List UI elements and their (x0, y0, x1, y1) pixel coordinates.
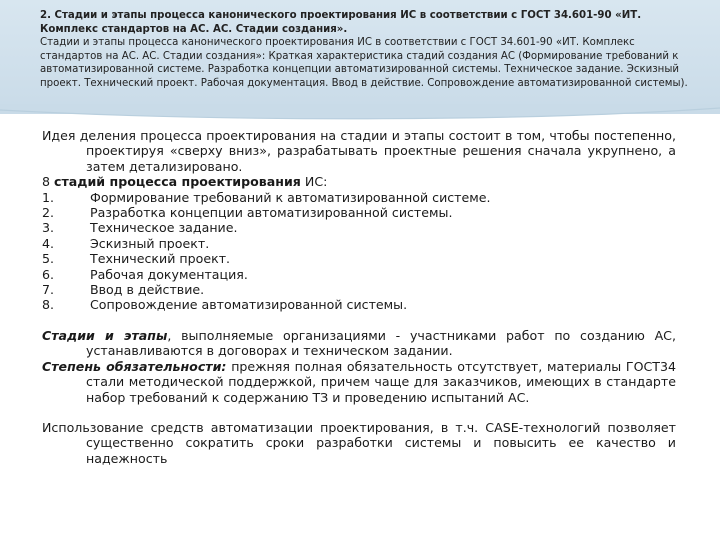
list-item-text: Техническое задание. (90, 220, 238, 236)
list-item-number: 4. (42, 235, 55, 251)
header-swoosh-decoration (0, 104, 720, 122)
stages-note-emphasis: Стадии и этапы (42, 327, 168, 343)
stages-heading-bold: стадий процесса проектирования (54, 174, 301, 190)
list-item (42, 282, 676, 297)
list-item-text: Технический проект. (90, 251, 231, 267)
list-item-text: Рабочая документация. (90, 266, 248, 282)
list-item-number: 8. (42, 297, 55, 313)
obligation-paragraph (42, 359, 676, 405)
list-item-number: 5. (42, 251, 55, 267)
slide-body (42, 128, 676, 466)
list-item-number: 7. (42, 282, 55, 298)
stages-heading-prefix: 8 (42, 174, 55, 190)
list-item (42, 190, 676, 205)
list-item (42, 267, 676, 282)
stages-note-paragraph (42, 328, 676, 359)
list-item-text: Разработка концепции автоматизированной системы. (90, 205, 453, 221)
list-item-number: 6. (42, 266, 55, 282)
list-item-number: 3. (42, 220, 55, 236)
list-item (42, 297, 676, 312)
list-item-text: Формирование требований к автоматизированной системе. (90, 189, 491, 205)
list-item (42, 220, 676, 235)
header-text-block (40, 9, 690, 91)
list-item-number: 1. (42, 189, 55, 205)
slide-title: 2. Стадии и этапы процесса канонического проектирования ИС в соответствии с ГОСТ 34.601-90 «ИТ. Комплекс стандартов на АС. АС. Стадии создания». (40, 10, 642, 35)
list-item (42, 251, 676, 266)
list-item-text: Сопровождение автоматизированной системы. (90, 297, 408, 313)
stages-list (42, 190, 676, 313)
case-paragraph: Использование средств автоматизации проектирования, в т.ч. CASE-технологий позволяет существенно сократить сроки разработки системы и повысить ее качество и надежность (42, 419, 676, 466)
spacer (42, 313, 676, 328)
intro-paragraph: Идея деления процесса проектирования на стадии и этапы состоит в том, чтобы постепенно, проектируя «сверху вниз», разрабатывать проектные решения сначала укрупнено, а затем детализировано. (42, 128, 676, 174)
list-item-text: Ввод в действие. (90, 282, 205, 298)
list-item (42, 205, 676, 220)
obligation-text: прежняя полная обязательность отсутствует, материалы ГОСТ34 стали методической поддержкой, причем чаще для заказчиков, имеющих в стандарте набор требований к содержанию ТЗ и проведению испытаний АС. (86, 358, 677, 405)
obligation-emphasis: Степень обязательности: (42, 358, 227, 374)
list-item-text: Эскизный проект. (90, 235, 210, 251)
list-item-number: 2. (42, 205, 55, 221)
list-item (42, 236, 676, 251)
slide-header (0, 0, 720, 114)
stages-heading-suffix: ИС: (300, 174, 328, 190)
stages-heading (42, 174, 676, 189)
stages-note-text: , выполняемые организациями - участниками работ по созданию АС, устанавливаются в договорах и техническом задании. (86, 327, 676, 359)
slide-subtitle: Стадии и этапы процесса канонического проектирования ИС в соответствии с ГОСТ 34.601-90 «ИТ. Комплекс стандартов на АС. АС. Стадии создания»: Краткая характеристика стадий создания АС (Формирование требований к автоматизированной системе. Разработка концепции автоматизированной системы. Техническое задание. Эскизный проект. Технический проект. Рабочая документация. Ввод в действие. Сопровождение автоматизированной системы). (40, 37, 688, 89)
spacer (42, 405, 676, 420)
